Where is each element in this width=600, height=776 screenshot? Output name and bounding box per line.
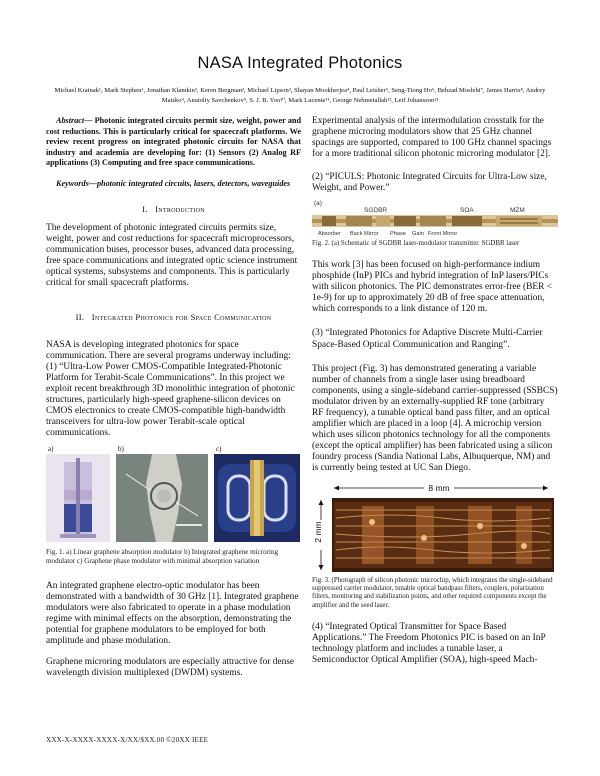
figure-2-back-mirror-label: Back Mirror [350, 230, 379, 237]
figure-1-caption: Fig. 1. a) Linear graphene absorption modulator b) Integrated graphene microring modulator c) Graphene phase modulator with minimal absorption variation [46, 548, 279, 565]
figure-2-absorber-label: Absorber [318, 230, 341, 237]
section-heading-introduction [46, 204, 301, 214]
figure-1a-label: a) [48, 445, 54, 454]
right-paragraph-4: (3) “Integrated Photonics for Adaptive Discrete Multi-Carrier Space-Based Optical Communication and Ranging”. [312, 328, 543, 350]
abstract-text: Photonic integrated circuits permit size, weight, power and cost reductions. This is particularly critical for spacecraft platforms. We review recent progress on integrated photonic circuits for NASA that industry and academia are developing for: (1) Sensors (2) Analog RF applications (3) Computing and free space communications. [46, 116, 301, 167]
figure-2-front-mirror-label: Front Mirror [428, 230, 458, 237]
keywords [46, 179, 301, 190]
figure-1a-image [46, 454, 110, 542]
section-number: II. [75, 311, 85, 322]
figure-3-width-label: 8 mm [428, 482, 450, 493]
section-heading-space-communication [46, 312, 301, 322]
figure-3 [312, 482, 558, 574]
figure-2-schematic [312, 197, 558, 237]
figure-2-gain-label: Gain [412, 230, 424, 237]
author-list: Michael Krainak¹, Mark Stephen¹, Jonathan Klamkin², Keren Bergman³, Michael Lipson³, Shayan Mookherjea⁴, Paul Leisher⁵, Seng-Tiong Ho⁶, Behzad Moslehi⁷, James Harris⁸, Andrey Matsko⁹, Anatoliy Savchenkov⁹, S. J. B. Yoo¹⁰, Mark Lucente¹¹, George Nehmetallah¹², Leif Johansson¹³ [54, 87, 546, 104]
keywords-text: photonic integrated circuits, lasers, detectors, waveguides [96, 178, 291, 188]
keywords-label: Keywords— [56, 178, 97, 188]
section2-paragraph-1: NASA is developing integrated photonics for space communication. There are several programs underway including: (1) “Ultra-Low Power CMOS-Compatible Integrated-Photonic Platform for Terabit-Scale Communications”. In this project we exploit recent breakthrough 3D monolithic integration of photonic structures, particularly high-speed graphene-silicon devices on CMOS electronics to create CMOS-compatible high-bandwidth transceivers for ultra-low power Terabit-scale optical communications. [46, 339, 295, 439]
section2-paragraph-2: An integrated graphene electro-optic modulator has been demonstrated with a bandwidth of 30 GHz [1]. Integrated graphene modulators were also fabricated to operate in a phase modulation regime with minimal effects on the absorption, demonstrating the potential for graphene modulators to be employed for both amplitude and phase modulation. [46, 580, 299, 647]
abstract-label: Abstract— [56, 116, 93, 125]
figure-1b-label: b) [118, 445, 124, 454]
figure-1 [46, 445, 301, 542]
figure-2 [312, 197, 558, 237]
introduction-paragraph: The development of photonic integrated circuits permits size, weight, power and cost reductions for spacecraft microprocessors, communication buses, processor buses, advanced data processing, free space communications and integrated optic science instrument optical systems, subsystems and components. This is particularly critical for small spacecraft platforms. [46, 223, 298, 289]
figure-1c-phase-modulator [214, 445, 300, 542]
right-column [312, 116, 558, 667]
figure-3-caption: Fig. 3. (Photograph of silicon photonic microchip, which integrates the single-sideband suppressed carrier modulator, tunable optical bandpass filters, couplers, polarization filters, monitoring and stabilization points, and other required components except the amplifier and the seed laser. [312, 576, 553, 609]
figure-2-mzm-label: MZM [510, 206, 525, 214]
abstract [46, 116, 301, 169]
right-paragraph-1: Experimental analysis of the intermodulation crosstalk for the graphene microring modulators show that 25 GHz channel spacings are supported, compared to 100 GHz channel spacings for a more traditional silicon photonic microring modulator [2]. [312, 116, 552, 160]
figure-1c-image [214, 454, 300, 542]
left-column [46, 116, 301, 679]
right-paragraph-2: (2) “PICULS: Photonic Integrated Circuits for Ultra-Low size, Weight, and Power.” [312, 172, 547, 194]
figure-2-phase-label: Phase [390, 230, 406, 237]
copyright-footer: XXX-X-XXXX-XXXX-X/XX/$XX.00 ©20XX IEEE [46, 736, 209, 744]
figure-2-sgdbr-label: SGDBR [364, 206, 388, 214]
figure-1b-microring-modulator [116, 445, 208, 542]
section-title: Integrated Photonics for Space Communication [91, 311, 272, 322]
right-paragraph-5: This project (Fig. 3) has demonstrated generating a variable number of channels from a single laser using breadboard components, using a single-sideband carrier-suppressed (SSBCS) modulator driven by an externally-supplied RF tone (arbitrary RF frequency), a tunable optical band pass filter, and an optical amplifier which are placed in a loop [4]. A microchip version which uses silicon photonics technology for all the components (except the optical amplifier) has been fabricated using a silicon foundry process (Sandia National Labs, Albuquerque, NM) and is currently being tested at UC San Diego. [312, 363, 558, 474]
figure-2-soa-label: SOA [460, 206, 474, 214]
right-paragraph-6: (4) “Integrated Optical Transmitter for Space Based Applications.” The Freedom Photonics PIC is based on an InP technology platform and includes a tunable laser, a Semiconductor Optical Amplifier (SOA), high-speed Mach- [312, 622, 546, 666]
figure-2-caption: Fig. 2. (a) Schematic of SGDBR laser-modulator transmitter. SGDBR laser [312, 239, 520, 247]
section-title: Introduction [155, 204, 205, 214]
figure-1a-linear-modulator [46, 445, 110, 542]
figure-3-photo [312, 482, 558, 574]
figure-2-tag: (a) [314, 199, 322, 207]
section-number: I. [142, 204, 148, 214]
section2-paragraph-3: Graphene microring modulators are especially attractive for dense wavelength division multiplexed (DWDM) systems. [46, 657, 295, 679]
figure-1c-label: c) [216, 445, 222, 454]
right-paragraph-3: This work [3] has been focused on high-performance indium phosphide (InP) PICs and hybrid integration of InP lasers/PICs with silicon photonics. The PIC demonstrates error-free (BER < 1e-9) for up to approximately 20 dB of free space attenuation, which corresponds to a link distance of 120 m. [312, 259, 553, 315]
paper-title: NASA Integrated Photonics [197, 54, 403, 72]
figure-1b-image [116, 454, 208, 542]
figure-3-height-label: 2 mm [313, 520, 323, 543]
